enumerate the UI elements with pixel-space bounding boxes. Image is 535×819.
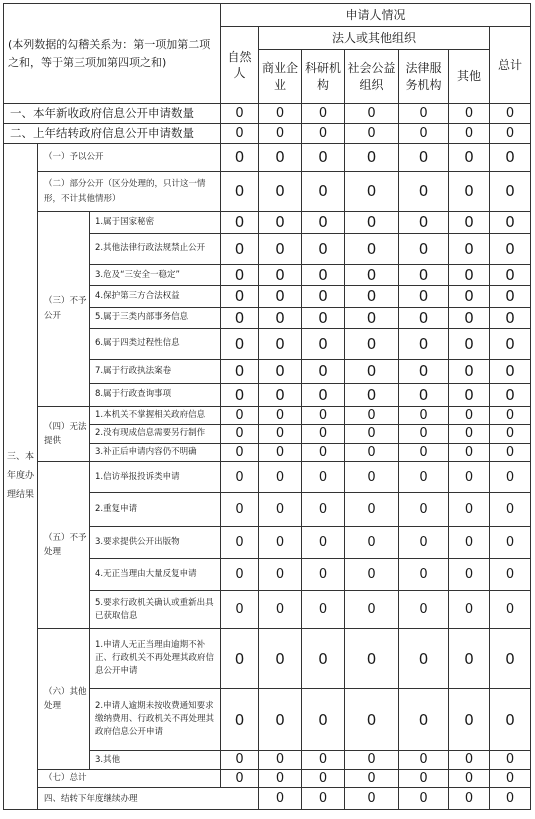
value-cell: 0 — [399, 689, 449, 751]
value-cell: 0 — [399, 104, 449, 124]
item-unable-2: 2.没有现成信息需要另行制作 — [90, 425, 221, 444]
value-cell: 0 — [221, 172, 259, 212]
legal-group-header: 法人或其他组织 — [259, 27, 490, 50]
value-cell: 0 — [399, 788, 449, 810]
value-cell: 0 — [345, 144, 399, 172]
value-cell: 0 — [302, 286, 345, 307]
research-header: 科研机构 — [302, 50, 345, 104]
value-cell: 0 — [302, 462, 345, 493]
value-cell: 0 — [449, 689, 490, 751]
group-other-processing: （六）其他处理 — [38, 629, 90, 770]
value-cell: 0 — [345, 104, 399, 124]
value-cell: 0 — [399, 212, 449, 234]
value-cell: 0 — [399, 406, 449, 425]
value-cell: 0 — [449, 462, 490, 493]
value-cell: 0 — [490, 234, 531, 265]
value-cell: 0 — [259, 104, 302, 124]
value-cell: 0 — [490, 629, 531, 689]
value-cell: 0 — [259, 359, 302, 383]
value-cell: 0 — [302, 172, 345, 212]
value-cell: 0 — [259, 527, 302, 559]
value-cell: 0 — [490, 493, 531, 527]
value-cell: 0 — [302, 144, 345, 172]
value-cell: 0 — [302, 328, 345, 359]
value-cell: 0 — [490, 591, 531, 629]
value-cell: 0 — [302, 769, 345, 788]
value-cell: 0 — [259, 493, 302, 527]
value-cell: 0 — [345, 265, 399, 286]
value-cell: 0 — [449, 425, 490, 444]
value-cell: 0 — [221, 591, 259, 629]
value-cell: 0 — [345, 788, 399, 810]
value-cell: 0 — [490, 462, 531, 493]
value-cell: 0 — [449, 559, 490, 591]
natural-person-header: 自然人 — [221, 27, 259, 104]
value-cell: 0 — [449, 751, 490, 770]
value-cell: 0 — [302, 629, 345, 689]
value-cell: 0 — [449, 234, 490, 265]
value-cell: 0 — [490, 212, 531, 234]
value-cell: 0 — [490, 769, 531, 788]
value-cell: 0 — [449, 307, 490, 328]
value-cell: 0 — [259, 689, 302, 751]
value-cell: 0 — [449, 769, 490, 788]
value-cell: 0 — [490, 751, 531, 770]
item-not-processed-5: 5.要求行政机关确认或重新出具已获取信息 — [90, 591, 221, 629]
item-not-disclosed-2: 2.其他法律行政法规禁止公开 — [90, 234, 221, 265]
value-cell: 0 — [302, 689, 345, 751]
value-cell: 0 — [259, 234, 302, 265]
value-cell: 0 — [345, 307, 399, 328]
value-cell: 0 — [449, 212, 490, 234]
value-cell: 0 — [259, 124, 302, 144]
disclosure-statistics-table — [3, 3, 531, 810]
value-cell: 0 — [399, 383, 449, 406]
value-cell: 0 — [449, 629, 490, 689]
value-cell: 0 — [259, 406, 302, 425]
value-cell: 0 — [345, 559, 399, 591]
item-not-disclosed-1: 1.属于国家秘密 — [90, 212, 221, 234]
value-cell: 0 — [259, 172, 302, 212]
value-cell: 0 — [399, 591, 449, 629]
item-not-disclosed-3: 3.危及“三安全一稳定” — [90, 265, 221, 286]
value-cell: 0 — [490, 328, 531, 359]
value-cell: 0 — [221, 328, 259, 359]
value-cell: 0 — [490, 307, 531, 328]
value-cell: 0 — [399, 629, 449, 689]
value-cell: 0 — [345, 359, 399, 383]
social-header: 社会公益组织 — [345, 50, 399, 104]
value-cell: 0 — [221, 751, 259, 770]
value-cell: 0 — [259, 307, 302, 328]
value-cell: 0 — [345, 234, 399, 265]
item-unable-1: 1.本机关不掌握相关政府信息 — [90, 406, 221, 425]
value-cell: 0 — [399, 493, 449, 527]
value-cell: 0 — [490, 359, 531, 383]
value-cell: 0 — [345, 406, 399, 425]
value-cell: 0 — [302, 104, 345, 124]
total-header: 总计 — [490, 27, 531, 104]
value-cell: 0 — [302, 265, 345, 286]
item-other-2: 2.申请人逾期未按收费通知要求缴纳费用、行政机关不再处理其政府信息公开申请 — [90, 689, 221, 751]
value-cell: 0 — [259, 788, 302, 810]
applicant-header: 申请人情况 — [221, 4, 531, 27]
value-cell: 0 — [345, 493, 399, 527]
item-unable-3: 3.补正后申请内容仍不明确 — [90, 443, 221, 462]
value-cell: 0 — [490, 124, 531, 144]
value-cell: 0 — [399, 751, 449, 770]
section-results-label: 三、本年度办理结果 — [4, 144, 38, 810]
value-cell: 0 — [490, 144, 531, 172]
value-cell: 0 — [345, 527, 399, 559]
item-not-disclosed-7: 7.属于行政执法案卷 — [90, 359, 221, 383]
value-cell: 0 — [302, 359, 345, 383]
value-cell: 0 — [221, 527, 259, 559]
value-cell: 0 — [221, 144, 259, 172]
value-cell: 0 — [221, 124, 259, 144]
value-cell: 0 — [345, 689, 399, 751]
value-cell: 0 — [345, 212, 399, 234]
commercial-header: 商业企业 — [259, 50, 302, 104]
value-cell: 0 — [449, 527, 490, 559]
value-cell: 0 — [221, 383, 259, 406]
group-disclosed: （一）予以公开 — [38, 144, 221, 172]
value-cell: 0 — [490, 383, 531, 406]
value-cell: 0 — [449, 104, 490, 124]
item-not-processed-2: 2.重复申请 — [90, 493, 221, 527]
value-cell: 0 — [302, 788, 345, 810]
value-cell: 0 — [221, 629, 259, 689]
value-cell: 0 — [302, 124, 345, 144]
item-other-1: 1.申请人无正当理由逾期不补正、行政机关不再处理其政府信息公开申请 — [90, 629, 221, 689]
value-cell: 0 — [259, 751, 302, 770]
value-cell: 0 — [345, 769, 399, 788]
value-cell: 0 — [302, 751, 345, 770]
value-cell: 0 — [399, 144, 449, 172]
value-cell: 0 — [259, 425, 302, 444]
item-not-processed-1: 1.信访举报投诉类申请 — [90, 462, 221, 493]
value-cell: 0 — [221, 286, 259, 307]
value-cell: 0 — [221, 406, 259, 425]
value-cell: 0 — [302, 234, 345, 265]
group-partially-disclosed: （二）部分公开（区分处理的，只计这一情形，不计其他情形） — [38, 172, 221, 212]
value-cell: 0 — [449, 591, 490, 629]
value-cell: 0 — [302, 559, 345, 591]
value-cell: 0 — [221, 307, 259, 328]
value-cell: 0 — [221, 689, 259, 751]
value-cell: 0 — [399, 559, 449, 591]
value-cell: 0 — [490, 286, 531, 307]
group-unable-to-provide: （四）无法提供 — [38, 406, 90, 462]
value-cell: 0 — [345, 286, 399, 307]
value-cell: 0 — [259, 629, 302, 689]
value-cell: 0 — [302, 527, 345, 559]
item-not-disclosed-8: 8.属于行政查询事项 — [90, 383, 221, 406]
value-cell: 0 — [345, 172, 399, 212]
value-cell: 0 — [221, 265, 259, 286]
value-cell: 0 — [399, 234, 449, 265]
item-not-disclosed-6: 6.属于四类过程性信息 — [90, 328, 221, 359]
value-cell: 0 — [399, 359, 449, 383]
value-cell: 0 — [449, 172, 490, 212]
value-cell: 0 — [259, 144, 302, 172]
value-cell: 0 — [221, 493, 259, 527]
value-cell: 0 — [259, 443, 302, 462]
value-cell: 0 — [302, 591, 345, 629]
value-cell: 0 — [490, 265, 531, 286]
value-cell: 0 — [399, 286, 449, 307]
value-cell: 0 — [221, 104, 259, 124]
value-cell: 0 — [399, 172, 449, 212]
value-cell: 0 — [221, 359, 259, 383]
value-cell: 0 — [221, 462, 259, 493]
value-cell: 0 — [302, 383, 345, 406]
value-cell: 0 — [399, 328, 449, 359]
value-cell: 0 — [449, 265, 490, 286]
value-cell: 0 — [345, 383, 399, 406]
value-cell: 0 — [399, 527, 449, 559]
value-cell: 0 — [449, 144, 490, 172]
value-cell: 0 — [259, 769, 302, 788]
value-cell: 0 — [449, 286, 490, 307]
value-cell: 0 — [490, 443, 531, 462]
other-header: 其他 — [449, 50, 490, 104]
value-cell: 0 — [302, 406, 345, 425]
value-cell: 0 — [399, 425, 449, 444]
group-not-processed: （五）不予处理 — [38, 462, 90, 629]
group-total: （七）总计 — [38, 769, 221, 788]
value-cell: 0 — [345, 591, 399, 629]
value-cell: 0 — [345, 629, 399, 689]
value-cell: 0 — [221, 425, 259, 444]
group-not-disclosed: （三）不予公开 — [38, 212, 90, 407]
value-cell: 0 — [399, 462, 449, 493]
value-cell: 0 — [490, 689, 531, 751]
value-cell: 0 — [345, 425, 399, 444]
value-cell: 0 — [302, 307, 345, 328]
value-cell: 0 — [449, 406, 490, 425]
value-cell: 0 — [259, 212, 302, 234]
value-cell: 0 — [345, 751, 399, 770]
value-cell: 0 — [302, 493, 345, 527]
value-cell: 0 — [490, 788, 531, 810]
value-cell: 0 — [259, 383, 302, 406]
value-cell: 0 — [399, 769, 449, 788]
value-cell: 0 — [221, 234, 259, 265]
row-carry-forward: 四、结转下年度继续办理 — [38, 788, 259, 810]
value-cell: 0 — [490, 406, 531, 425]
value-cell: 0 — [345, 124, 399, 144]
value-cell: 0 — [259, 265, 302, 286]
value-cell: 0 — [490, 527, 531, 559]
value-cell: 0 — [345, 443, 399, 462]
value-cell: 0 — [490, 104, 531, 124]
value-cell: 0 — [490, 559, 531, 591]
value-cell: 0 — [449, 124, 490, 144]
value-cell: 0 — [302, 443, 345, 462]
item-not-disclosed-4: 4.保护第三方合法权益 — [90, 286, 221, 307]
value-cell: 0 — [259, 286, 302, 307]
value-cell: 0 — [259, 559, 302, 591]
value-cell: 0 — [490, 425, 531, 444]
value-cell: 0 — [345, 328, 399, 359]
value-cell: 0 — [302, 212, 345, 234]
row-carried-applications: 二、上年结转政府信息公开申请数量 — [4, 124, 221, 144]
value-cell: 0 — [221, 212, 259, 234]
value-cell: 0 — [221, 443, 259, 462]
value-cell: 0 — [449, 493, 490, 527]
item-not-processed-4: 4.无正当理由大量反复申请 — [90, 559, 221, 591]
value-cell: 0 — [399, 443, 449, 462]
value-cell: 0 — [399, 124, 449, 144]
relation-note: (本列数据的勾稽关系为：第一项加第二项之和，等于第三项加第四项之和) — [4, 4, 221, 104]
value-cell: 0 — [399, 265, 449, 286]
item-not-processed-3: 3.要求提供公开出版物 — [90, 527, 221, 559]
value-cell: 0 — [345, 462, 399, 493]
legal-service-header: 法律服务机构 — [399, 50, 449, 104]
item-not-disclosed-5: 5.属于三类内部事务信息 — [90, 307, 221, 328]
item-other-3: 3.其他 — [90, 751, 221, 770]
row-new-applications: 一、本年新收政府信息公开申请数量 — [4, 104, 221, 124]
value-cell: 0 — [449, 359, 490, 383]
value-cell: 0 — [449, 383, 490, 406]
value-cell: 0 — [259, 328, 302, 359]
value-cell: 0 — [449, 788, 490, 810]
value-cell: 0 — [259, 462, 302, 493]
value-cell: 0 — [490, 172, 531, 212]
value-cell: 0 — [302, 425, 345, 444]
value-cell: 0 — [259, 591, 302, 629]
value-cell: 0 — [399, 307, 449, 328]
value-cell: 0 — [449, 328, 490, 359]
value-cell: 0 — [221, 769, 259, 788]
value-cell: 0 — [221, 559, 259, 591]
value-cell: 0 — [449, 443, 490, 462]
